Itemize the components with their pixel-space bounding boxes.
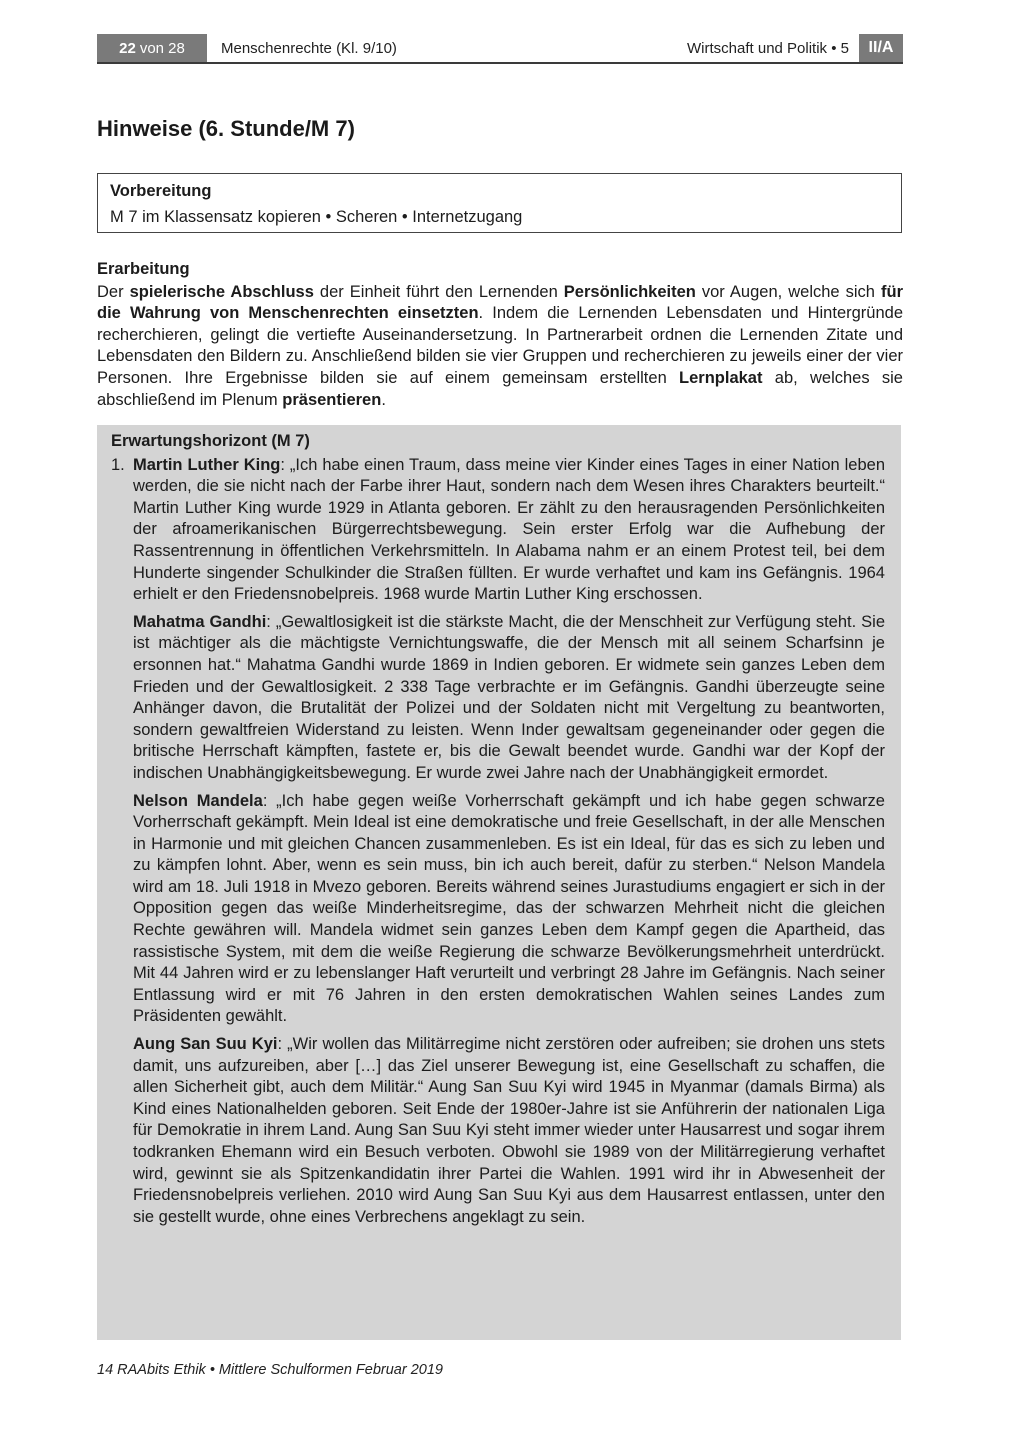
preparation-text: M 7 im Klassensatz kopieren • Scheren • Internetzugang [110, 208, 523, 226]
entry-text [133, 612, 885, 785]
work-text-1: Der [97, 282, 130, 301]
subject-label: Wirtschaft und Politik • 5 [687, 39, 849, 57]
person-description: : „Ich habe gegen weiße Vorherrschaft gekämpft und ich habe gegen schwarze Vorherrschaft gekämpft. Mein Ideal ist eine demokratische und freie Gesellschaft, in der alle Menschen in Harmonie und mit gleichen Chancen zusammenleben. Es ist ein Ideal, für das es sich zu leben und zu kämpfen lohnt. Aber, wenn es sein muss, bin ich auch bereit, dafür zu sterben.“ Nelson Mandela wird am 18. Juli 1918 in Mvezo geboren. Bereits während seines Jurastudiums engagiert er sich in der Opposition gegen das weiße Minderheitsregime, das der schwarzen Mehrheit nicht die gleichen Rechte gewähren will. Mandela widmet sein ganzes Leben dem Kampf gegen die Apartheid, das rassistische System, mit dem die weiße Regierung die schwarze Bevölkerungsmehrheit unterdrückt. Mit 44 Jahren wird er zu lebenslanger Haft verurteilt und verbringt 28 Jahre im Gefängnis. Nach seiner Entlassung wird er mit 76 Jahren in den ersten demokratischen Wahlen seines Landes zum Präsidenten gewählt. [133, 791, 885, 1026]
person-name: Mahatma Gandhi [133, 612, 267, 631]
work-text-6: . [381, 390, 386, 409]
page-number: 22 [119, 39, 136, 57]
entry-gandhi [111, 612, 885, 785]
level-badge: II/A [859, 34, 903, 62]
person-name: Aung San Suu Kyi [133, 1035, 278, 1054]
work-bold-4: Lernplakat [679, 368, 763, 387]
work-paragraph [97, 282, 903, 412]
work-bold-1: spielerische Abschluss [129, 282, 314, 301]
work-section [97, 259, 903, 411]
work-bold-3: für die Wahrung von Menschenrechten einsetzten [97, 282, 904, 323]
entry-text [133, 791, 885, 1029]
entry-mandela [111, 791, 885, 1029]
entry-number [111, 612, 133, 785]
person-name: Nelson Mandela [133, 791, 263, 810]
entry-suu-kyi [111, 1034, 885, 1228]
work-heading: Erarbeitung [97, 260, 190, 278]
page-header [97, 34, 903, 64]
expectation-heading: Erwartungshorizont (M 7) [111, 432, 310, 450]
person-description: : „Ich habe einen Traum, dass meine vier Kinder eines Tages in einer Nation leben werden, die sie nicht nach der Farbe ihrer Haut, sondern nach dem Wesen ihres Charakters beurteilt.“ Martin Luther King wurde 1929 in Atlanta geboren. Er zählt zu den herausragenden Persönlichkeiten der afroamerikanischen Bürgerrechtsbewegung. Sein erster Erfolg war die Aufhebung der Rassentrennung in öffentlichen Verkehrsmitteln. In Alabama nahm er an einem Protest teil, bei dem Hunderte singender Schulkinder die Straßen füllten. Er wurde verhaftet und kam ins Gefängnis. 1964 erhielt er den Friedensnobelpreis. 1968 wurde Martin Luther King erschossen. [133, 455, 886, 604]
entry-number [111, 791, 133, 1029]
person-description: : „Wir wollen das Militärregime nicht zerstören oder aufreiben; sie drohen uns stets damit, uns aufzureiben, aber […] das Ziel unserer Bewegung ist, eine Gesellschaft zu schaffen, die allen Sicherheit gibt, auch dem Militär.“ Aung San Suu Kyi wird 1945 in Myanmar (damals Birma) als Kind eines Nationalhelden geboren. Seit Ende der 1980er-Jahre ist sie Anführerin der nationalen Liga für Demokratie in ihrem Land. Aung San Suu Kyi steht immer wieder unter Hausarrest und sogar ihrem todkranken Ehemann wird ein Besuch verboten. Obwohl sie 1989 von der Militärregierung verhaftet wird, gewinnt sie als Spitzenkandidatin ihrer Partei die Wahlen. 1991 wird ihr in Abwesenheit der Friedensnobelpreis verliehen. 2010 wird Aung San Suu Kyi aus dem Hausarrest entlassen, unter den sie gestellt wurde, ohne eines Verbrechens angeklagt zu sein. [133, 1035, 885, 1226]
work-text-3: vor Augen, welche sich [695, 282, 882, 301]
entry-text [133, 455, 885, 606]
work-text-5: ab, welches sie abschließend im Plenum [97, 368, 903, 409]
header-spacer [397, 34, 687, 62]
person-description: : „Gewaltlosigkeit ist die stärkste Macht, die der Menschheit zur Verfügung steht. Sie ist mächtiger als die mächtigste Vernichtungswaffe, die der Mensch mit all seinem Scharfsinn je ersonnen hat.“ Mahatma Gandhi wurde 1869 in Indien geboren. Er widmete sein ganzes Leben dem Frieden und der Gewaltlosigkeit. 2 338 Tage verbrachte er im Gefängnis. Gandhi überzeugte seine Anhänger davon, die Brutalität der Polizei und der Soldaten nicht mit Vergeltung zu beantworten, sondern gewaltfreien Widerstand zu leisten. Wenn Inder gewaltsam gegeneinander oder gegen die britische Herrschaft kämpften, fastete er, bis die Gewalt beendet wurde. Gandhi war der Kopf der indischen Unabhängigkeitsbewegung. Er wurde zwei Jahre nach der Unabhängigkeit ermordet. [133, 612, 885, 782]
work-bold-5: präsentieren [282, 390, 382, 409]
page-footer: 14 RAAbits Ethik • Mittlere Schulformen Februar 2019 [97, 1362, 443, 1378]
entry-king [111, 455, 885, 606]
person-name: Martin Luther King [133, 455, 281, 474]
preparation-box [97, 173, 902, 233]
page-total: von 28 [139, 39, 185, 57]
work-text-4: . Indem die Lernenden Lebensdaten und Hintergründe recherchieren, gelingt die vertiefte Auseinandersetzung. In Partnerarbeit ordnen die Lernenden Zitate und Lebensdaten den Bildern zu. Anschließend bilden sie vier Gruppen und recherchieren zu jeweils einer der vier Personen. Ihre Ergebnisse bilden sie auf einem gemeinsam erstellten [97, 304, 903, 387]
preparation-heading: Vorbereitung [110, 182, 212, 200]
entry-number: 1. [111, 455, 125, 474]
entry-text [133, 1034, 885, 1228]
unit-title: Menschenrechte (Kl. 9/10) [221, 39, 397, 57]
expectation-box [97, 425, 901, 1340]
entry-number [111, 1034, 133, 1228]
page-counter [97, 34, 207, 62]
work-text-2: der Einheit führt den Lernenden [313, 282, 564, 301]
page-title: Hinweise (6. Stunde/M 7) [97, 116, 355, 141]
work-bold-2: Persönlichkeiten [563, 282, 696, 301]
